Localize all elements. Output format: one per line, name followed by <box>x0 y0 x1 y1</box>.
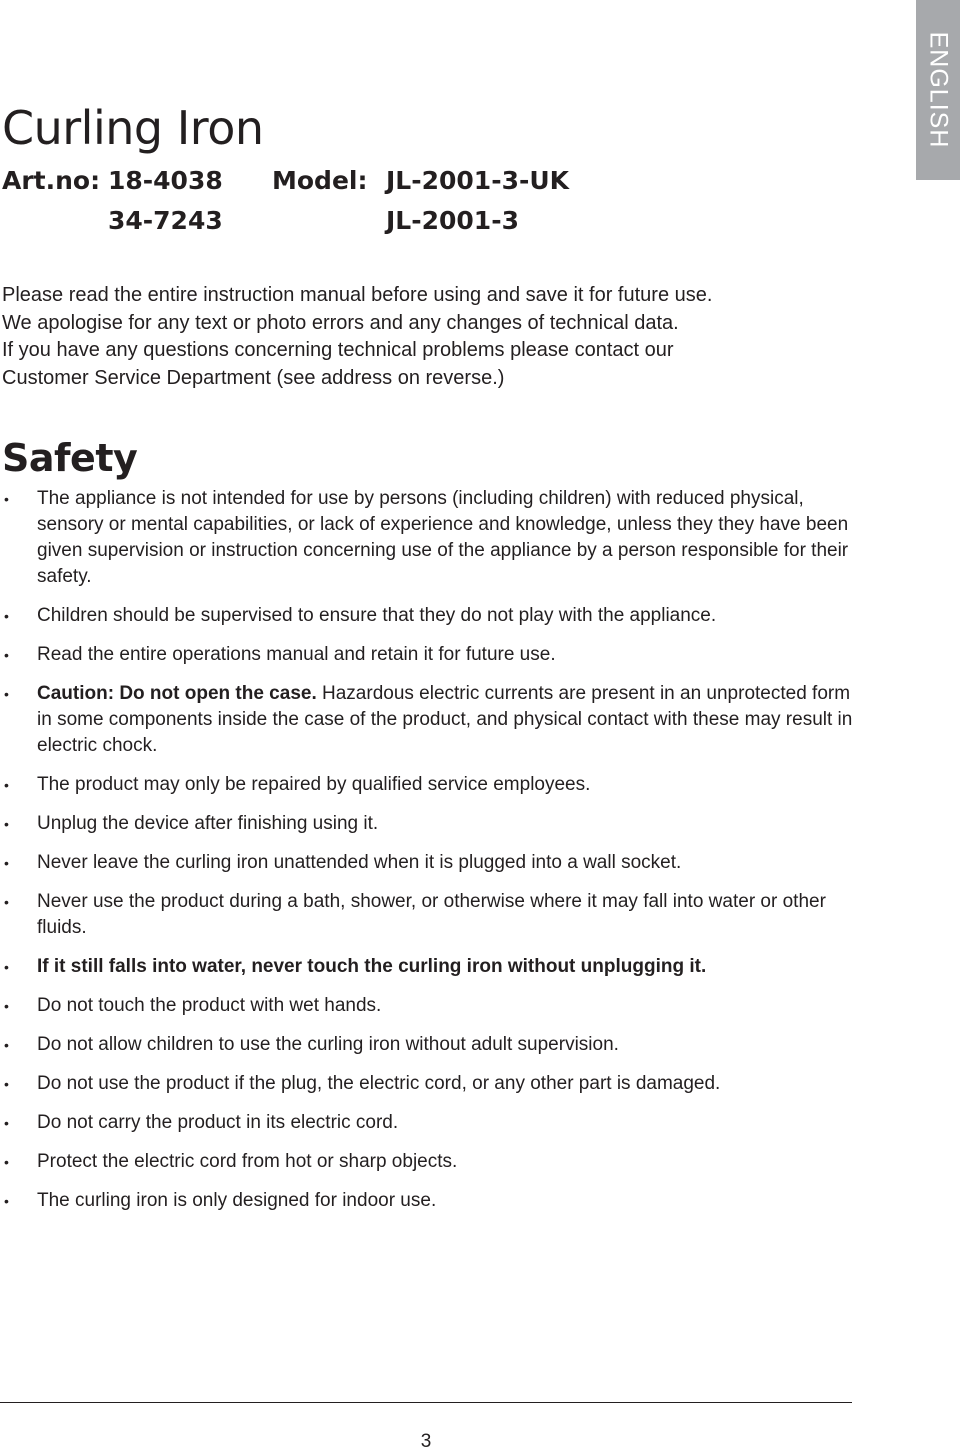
safety-list-item <box>0 1071 860 1097</box>
bullet-icon: • <box>4 777 9 793</box>
intro-paragraph <box>2 282 902 392</box>
safety-item-text: Protect the electric cord from hot or sharp objects. <box>37 1151 458 1172</box>
safety-item-text: Never leave the curling iron unattended when it is plugged into a wall socket. <box>37 852 682 873</box>
safety-list-item <box>0 681 860 759</box>
bullet-icon: • <box>4 647 9 663</box>
safety-list-item <box>0 954 860 980</box>
safety-list-item <box>0 1032 860 1058</box>
safety-list <box>0 486 860 1227</box>
footer-divider <box>0 1402 852 1403</box>
safety-list-item <box>0 603 860 629</box>
bullet-icon: • <box>4 491 9 507</box>
bullet-icon: • <box>4 608 9 624</box>
safety-list-item <box>0 993 860 1019</box>
bullet-icon: • <box>4 1154 9 1170</box>
safety-item-text: The appliance is not intended for use by persons (including children) with reduced physical, sensory or mental capabilities, or lack of experience and knowledge, unless they they have been given supervision or instruction concerning use of the appliance by a person responsible for their safety. <box>37 488 849 587</box>
bullet-icon: • <box>4 1076 9 1092</box>
safety-list-item <box>0 1110 860 1136</box>
safety-list-item <box>0 486 860 590</box>
safety-item-text: Hazardous electric currents are present in an unprotected form in some components inside the case of the product, and physical contact with these may result in electric chock. <box>37 683 853 756</box>
safety-list-item <box>0 811 860 837</box>
safety-list-item <box>0 772 860 798</box>
safety-item-text: The curling iron is only designed for indoor use. <box>37 1190 437 1211</box>
safety-list-item <box>0 1188 860 1214</box>
safety-item-text: Do not use the product if the plug, the electric cord, or any other part is damaged. <box>37 1073 721 1094</box>
safety-item-emphasis: If it still falls into water, never touch the curling iron without unplugging it. <box>37 956 707 977</box>
intro-line: Please read the entire instruction manual before using and save it for future use. <box>2 284 713 306</box>
safety-item-text: Read the entire operations manual and retain it for future use. <box>37 644 556 665</box>
safety-item-text: Unplug the device after finishing using it. <box>37 813 379 834</box>
safety-item-text: Never use the product during a bath, shower, or otherwise where it may fall into water or other fluids. <box>37 891 826 938</box>
intro-line: If you have any questions concerning technical problems please contact our <box>2 339 674 361</box>
safety-list-item <box>0 642 860 668</box>
safety-heading: Safety <box>2 436 138 480</box>
art-no-label: Art.no: <box>2 166 101 195</box>
bullet-icon: • <box>4 816 9 832</box>
bullet-icon: • <box>4 686 9 702</box>
safety-list-item <box>0 1149 860 1175</box>
bullet-icon: • <box>4 1115 9 1131</box>
safety-list-item <box>0 889 860 941</box>
bullet-icon: • <box>4 959 9 975</box>
safety-item-text: The product may only be repaired by qualified service employees. <box>37 774 591 795</box>
bullet-icon: • <box>4 855 9 871</box>
model-number-1: JL-2001-3-UK <box>386 166 570 195</box>
bullet-icon: • <box>4 1193 9 1209</box>
safety-item-text: Do not allow children to use the curling iron without adult supervision. <box>37 1034 619 1055</box>
safety-item-emphasis: Caution: Do not open the case. <box>37 683 317 704</box>
intro-line: We apologise for any text or photo errors and any changes of technical data. <box>2 311 679 334</box>
intro-line: Customer Service Department (see address on reverse.) <box>2 366 505 389</box>
bullet-icon: • <box>4 1037 9 1053</box>
page-number: 3 <box>420 1431 432 1452</box>
bullet-icon: • <box>4 894 9 910</box>
bullet-icon: • <box>4 998 9 1014</box>
model-number-2: JL-2001-3 <box>386 206 519 235</box>
page-title: Curling Iron <box>2 101 264 155</box>
language-tab <box>916 0 960 180</box>
safety-list-item <box>0 850 860 876</box>
art-number-2: 34-7243 <box>108 206 223 235</box>
model-label: Model: <box>272 166 368 195</box>
safety-item-text: Do not carry the product in its electric cord. <box>37 1112 399 1133</box>
language-tab-label: ENGLISH <box>924 31 953 149</box>
art-number-1: 18-4038 <box>108 166 223 195</box>
safety-item-text: Children should be supervised to ensure that they do not play with the appliance. <box>37 605 717 626</box>
safety-item-text: Do not touch the product with wet hands. <box>37 995 382 1016</box>
